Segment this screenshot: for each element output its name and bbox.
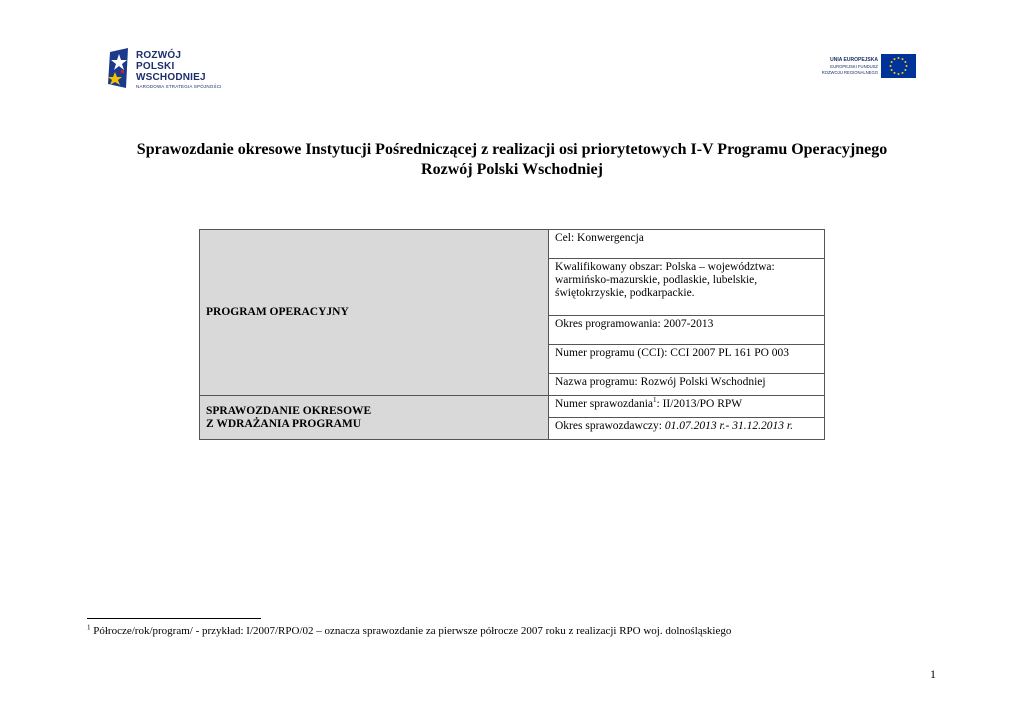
sprawozdanie-label-line1: SPRAWOZDANIE OKRESOWE	[206, 404, 372, 417]
obszar-line3: świętokrzyskie, podkarpackie.	[555, 287, 695, 299]
rpw-logo-line3: NARODOWA STRATEGIA SPÓJNOŚCI	[136, 84, 222, 89]
program-info-table	[199, 229, 825, 440]
document-title-line2: Rozwój Polski Wschodniej	[421, 161, 603, 178]
okres-sprawozdawczy-label: Okres sprawozdawczy:	[555, 420, 665, 432]
cel-cell: Cel: Konwergencja	[549, 230, 825, 259]
eu-logo	[812, 54, 916, 80]
rpw-logo-line1: ROZWÓJ	[136, 50, 182, 61]
obszar-cell	[549, 259, 825, 316]
okres-programowania-cell: Okres programowania: 2007-2013	[549, 316, 825, 345]
footnote-marker: 1	[87, 623, 91, 632]
page-number: 1	[930, 667, 936, 681]
okres-sprawozdawczy-value: 01.07.2013 r.- 31.12.2013 r.	[664, 420, 793, 432]
eu-logo-text	[822, 57, 878, 75]
program-operacyjny-label: PROGRAM OPERACYJNY	[200, 230, 549, 396]
okres-sprawozdawczy-cell	[549, 418, 825, 440]
eu-flag-icon	[881, 54, 916, 78]
obszar-line1: Kwalifikowany obszar: Polska – województwa:	[555, 261, 775, 273]
eu-logo-line1: UNIA EUROPEJSKA	[830, 57, 878, 63]
numer-programu-cell: Numer programu (CCI): CCI 2007 PL 161 PO 003	[549, 345, 825, 374]
numer-sprawozdania-label: Numer sprawozdania	[555, 398, 654, 410]
rpw-star-logo-icon	[106, 48, 132, 88]
rpw-logo	[106, 46, 246, 90]
footnote-text: Półrocze/rok/program/ - przykład: I/2007/RPO/02 – oznacza sprawozdanie za pierwsze półrocze 2007 roku z realizacji RPO woj. dolnośląskiego	[90, 625, 732, 637]
nazwa-programu-cell: Nazwa programu: Rozwój Polski Wschodniej	[549, 374, 825, 396]
rpw-logo-line2: POLSKI WSCHODNIEJ	[136, 61, 206, 83]
numer-sprawozdania-cell	[549, 396, 825, 418]
document-title	[60, 140, 964, 180]
footnote-ref: 1	[653, 396, 657, 405]
eu-logo-line2: EUROPEJSKI FUNDUSZ	[830, 64, 878, 69]
document-title-line1: Sprawozdanie okresowe Instytucji Pośredniczącej z realizacji osi priorytetowych I-V Programu Operacyjnego	[136, 141, 888, 158]
footnote-separator	[87, 618, 261, 619]
sprawozdanie-label-line2: Z WDRAŻANIA PROGRAMU	[206, 417, 362, 430]
footnote	[87, 625, 731, 637]
obszar-line2: warmińsko-mazurskie, podlaskie, lubelskie,	[555, 274, 758, 286]
numer-sprawozdania-value: : II/2013/PO RPW	[656, 398, 743, 410]
rpw-logo-text	[136, 51, 246, 90]
eu-logo-line3: ROZWOJU REGIONALNEGO	[821, 69, 878, 75]
sprawozdanie-label	[200, 396, 549, 440]
